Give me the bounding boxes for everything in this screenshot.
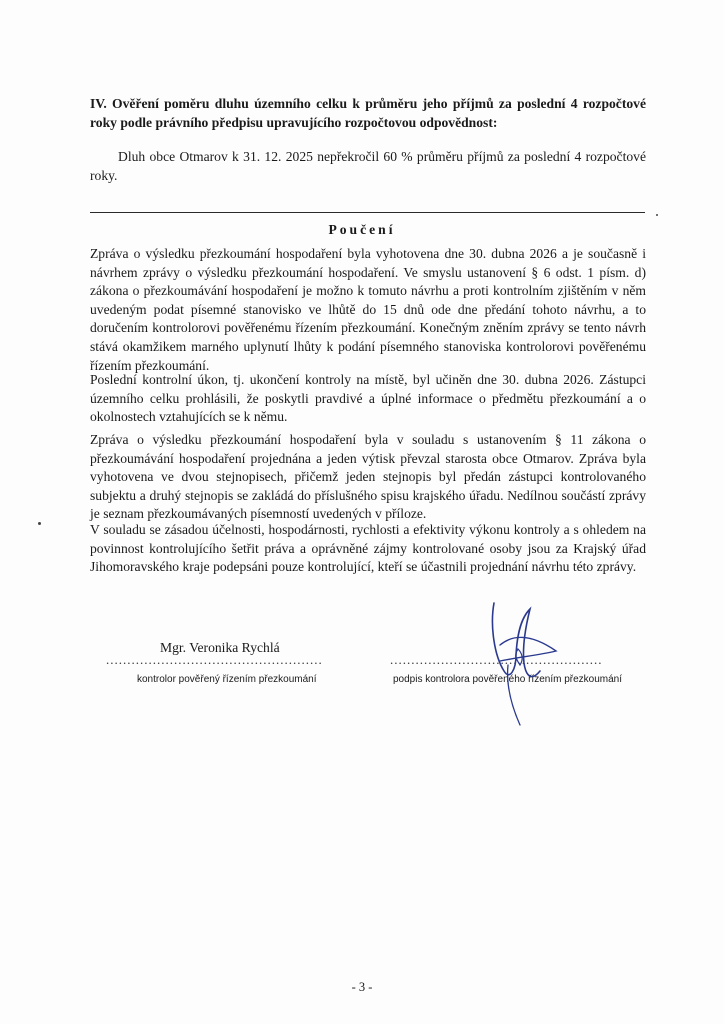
section-iv-text: Dluh obce Otmarov k 31. 12. 2025 nepřekročil 60 % průměru příjmů za poslední 4 rozpočtové roky. [90,149,646,183]
signature-line-right: .................................................. [390,652,603,667]
poucheni-paragraph-1: Zpráva o výsledku přezkoumání hospodaření byla vyhotovena dne 30. dubna 2026 a je současně i návrhem zprávy o výsledku přezkoumání hospodaření. Ve smyslu ustanovení § 6 odst. 1 písm. d) zákona o přezkoumávání hospodaření je možno k tomuto návrhu a proti kontrolním zjištěním v něm uvedeným podat písemné stanovisko ve lhůtě do 15 dnů ode dne předání tohoto návrhu, a to doručením kontrolorovi pověřenému řízením přezkoumání. Konečným zněním zprávy se tento návrh stává okamžikem marného uplynutí lhůty k podání písemného stanoviska kontrolorovi pověřenému řízením přezkoumání. [90,246,646,373]
poucheni-paragraph-4: V souladu se zásadou účelnosti, hospodárnosti, rychlosti a efektivity výkonu kontroly a s ohledem na povinnost kontrolujícího šetřit práva a oprávněné zájmy kontrolované osoby jsou za Krajský úřad Jihomoravského kraje podepsáni pouze kontrolující, kteří se účastnili projednání návrhu této zprávy. [90,522,646,575]
poucheni-paragraph-3: Zpráva o výsledku přezkoumání hospodaření byla v souladu s ustanovením § 11 zákona o přezkoumávání hospodaření projednána a jeden výtisk převzal starosta obce Otmarov. Zpráva byla vyhotovena ve dvou stejnopisech, přičemž jeden stejnopis byl předán zástupci kontrolovaného subjektu a druhý stejnopis se zakládá do příslušného spisu krajského úřadu. Nedílnou součástí zprávy je seznam přezkoumávaných písemností uvedených v příloze. [90,432,646,522]
section-iv-heading: IV. Ověření poměru dluhu územního celku k průměru jeho příjmů za poslední 4 rozpočtové roky podle právního předpisu upravujícího rozpočtovou odpovědnost: [90,96,646,130]
poucheni-title: Poučení [328,222,396,237]
page-number: - 3 - [351,980,373,994]
signature-line-left: ................................................... [106,652,323,667]
caption-controller: kontrolor pověřený řízením přezkoumání [137,674,317,685]
horizontal-rule [90,212,645,213]
signer-name: Mgr. Veronika Rychlá [160,640,280,655]
scan-speck [38,522,41,525]
scan-speck [656,214,658,216]
handwritten-signature [460,585,570,735]
caption-controller-signature: podpis kontrolora pověřeného řízením přezkoumání [393,674,623,685]
poucheni-paragraph-2: Poslední kontrolní úkon, tj. ukončení kontroly na místě, byl učiněn dne 30. dubna 2026. Zástupci územního celku prohlásili, že poskytli pravdivé a úplné informace o předmětu přezkoumání a o okolnostech vztahujících se k němu. [90,372,646,425]
